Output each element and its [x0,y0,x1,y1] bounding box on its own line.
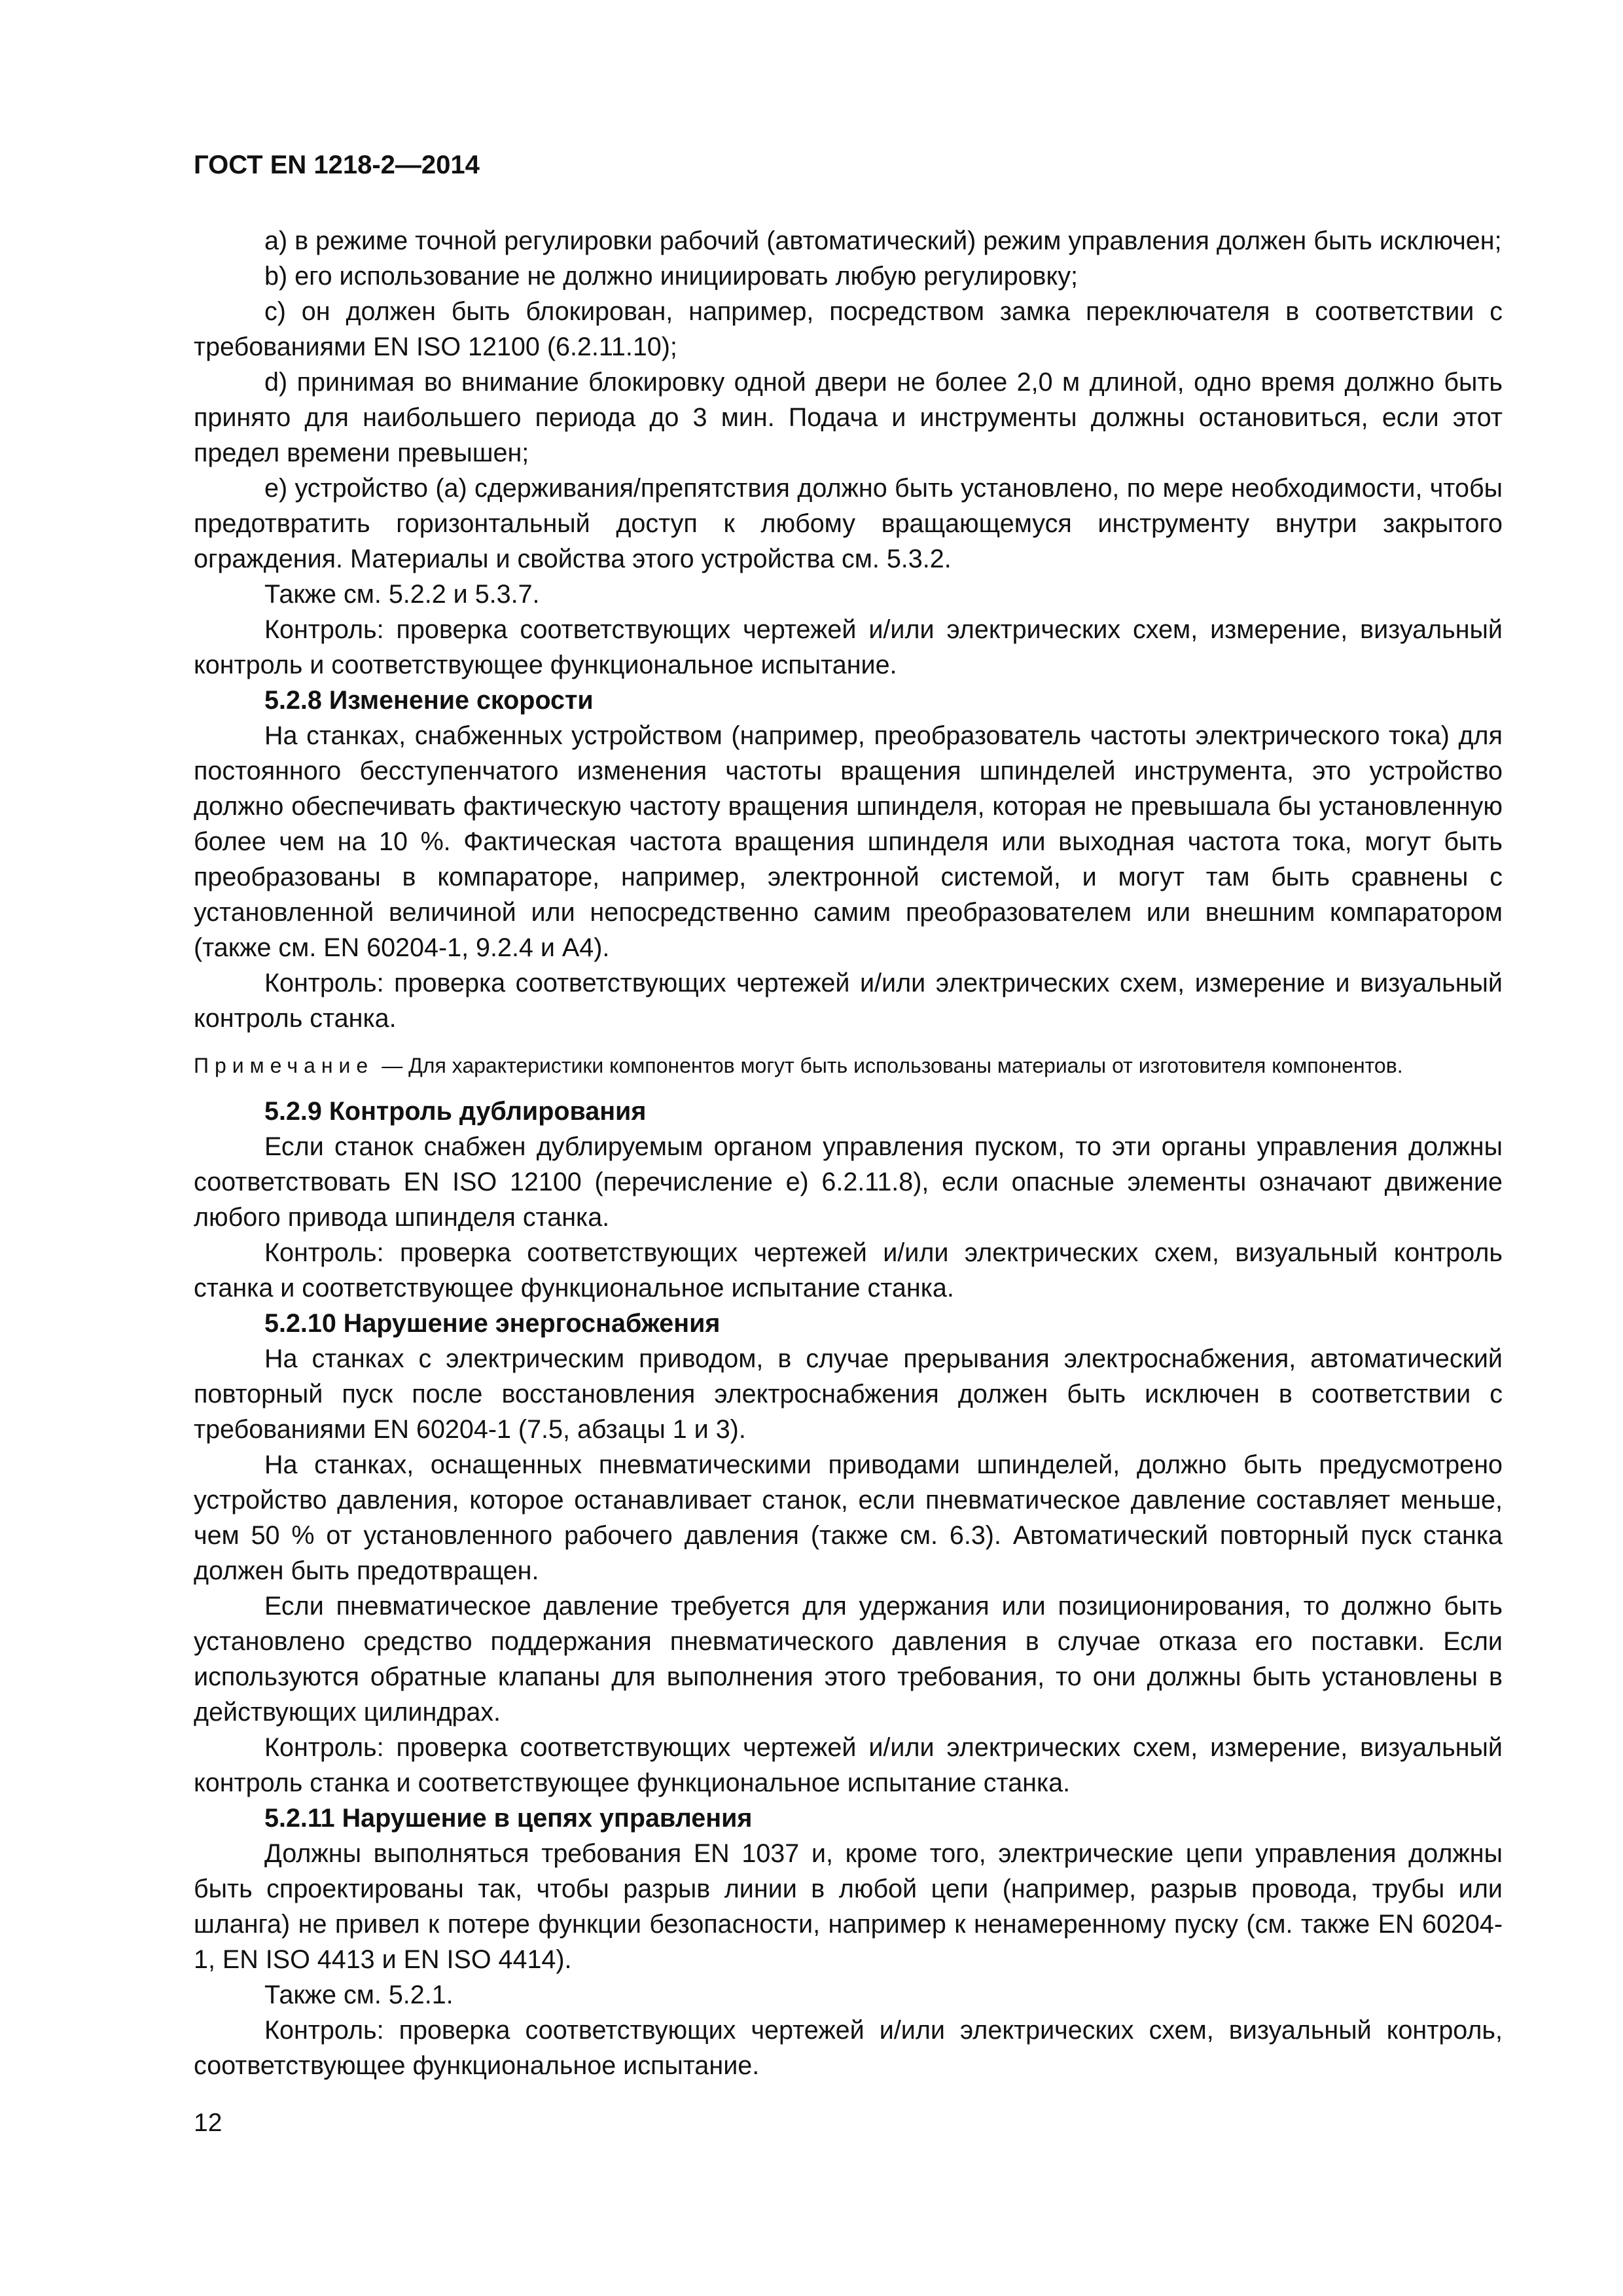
document-page [194,147,1503,2083]
note-text: — Для характеристики компонентов могут быть использованы материалы от изготовителя компонентов. [382,1054,1403,1077]
paragraph-5210-2: На станках, оснащенных пневматическими приводами шпинделей, должно быть предусмотрено устройство давления, которое останавливает станок, если пневматическое давление составляет меньше, чем 50 % от установленного рабочего давления (также см. 6.3). Автоматический повторный пуск станка должен быть предотвращен. [194,1450,1503,1585]
note-label: Примечание [194,1054,374,1077]
paragraph-529: Если станок снабжен дублируемым органом управления пуском, то эти органы управления должны соответствовать EN ISO 12100 (перечисление e) 6.2.11.8), если опасные элементы означают движение любого привода шпинделя станка. [194,1132,1503,1232]
control-529: Контроль: проверка соответствующих чертежей и/или электрических схем, визуальный контроль станка и соответствующее функциональное испытание станка. [194,1238,1503,1302]
list-item-b: b) его использование не должно инициировать любую регулировку; [264,262,1078,291]
page-number: 12 [194,2109,223,2137]
list-item-a: a) в режиме точной регулировки рабочий (автоматический) режим управления должен быть исключен; [264,226,1502,255]
section-title-528: 5.2.8 Изменение скорости [264,686,594,715]
section-title-5210: 5.2.10 Нарушение энергоснабжения [264,1309,721,1338]
control-5210: Контроль: проверка соответствующих чертежей и/или электрических схем, измерение, визуальный контроль станка и соответствующее функциональное испытание станка. [194,1733,1503,1797]
paragraph-5210-3: Если пневматическое давление требуется для удержания или позиционирования, то должно быть установлено средство поддержания пневматического давления в случае отказа его поставки. Если используются обратные клапаны для выполнения этого требования, то они должны быть установлены в действующих цилиндрах. [194,1592,1503,1727]
see-also-527: Также см. 5.2.2 и 5.3.7. [264,580,540,609]
paragraph-528: На станках, снабженных устройством (например, преобразователь частоты электрического тока) для постоянного бесступенчатого изменения частоты вращения шпинделей инструмента, это устройство должно обеспечивать фактическую частоту вращения шпинделя, которая не превышала бы установленную более чем на 10 %. Фактическая частота вращения шпинделя или выходная частота тока, могут быть преобразованы в компараторе, например, электронной системой, и могут там быть сравнены с установленной величиной или непосредственно самим преобразователем или внешним компаратором (также см. EN 60204-1, 9.2.4 и A4). [194,721,1503,962]
section-title-529: 5.2.9 Контроль дублирования [264,1097,647,1126]
control-528: Контроль: проверка соответствующих чертежей и/или электрических схем, измерение и визуальный контроль станка. [194,969,1503,1033]
paragraph-5210-1: На станках с электрическим приводом, в случае прерывания электроснабжения, автоматический повторный пуск после восстановления электроснабжения должен быть исключен в соответствии с требованиями EN 60204-1 (7.5, абзацы 1 и 3). [194,1344,1503,1444]
control-5211: Контроль: проверка соответствующих чертежей и/или электрических схем, визуальный контроль, соответствующее функциональное испытание. [194,2016,1503,2080]
list-item-d: d) принимая во внимание блокировку одной двери не более 2,0 м длиной, одно время должно быть принято для наибольшего периода до 3 мин. Подача и инструменты должны остановиться, если этот предел времени превышен; [194,368,1503,467]
paragraph-5211: Должны выполняться требования EN 1037 и, кроме того, электрические цепи управления должны быть спроектированы так, чтобы разрыв линии в любой цепи (например, разрыв провода, трубы или шланга) не привел к потере функции безопасности, например к ненамеренному пуску (см. также EN 60204-1, EN ISO 4413 и EN ISO 4414). [194,1839,1503,1974]
control-527: Контроль: проверка соответствующих чертежей и/или электрических схем, измерение, визуальный контроль и соответствующее функциональное испытание. [194,615,1503,679]
document-header: ГОСТ EN 1218-2—2014 [194,151,480,179]
note-528 [194,1052,1503,1079]
see-also-5211: Также см. 5.2.1. [264,1981,454,2009]
section-title-5211: 5.2.11 Нарушение в цепях управления [264,1804,753,1833]
list-item-e: e) устройство (a) сдерживания/препятствия должно быть установлено, по мере необходимости, чтобы предотвратить горизонтальный доступ к любому вращающемуся инструменту внутри закрытого ограждения. Материалы и свойства этого устройства см. 5.3.2. [194,474,1503,573]
list-item-c: c) он должен быть блокирован, например, посредством замка переключателя в соответствии с требованиями EN ISO 12100 (6.2.11.10); [194,297,1503,361]
